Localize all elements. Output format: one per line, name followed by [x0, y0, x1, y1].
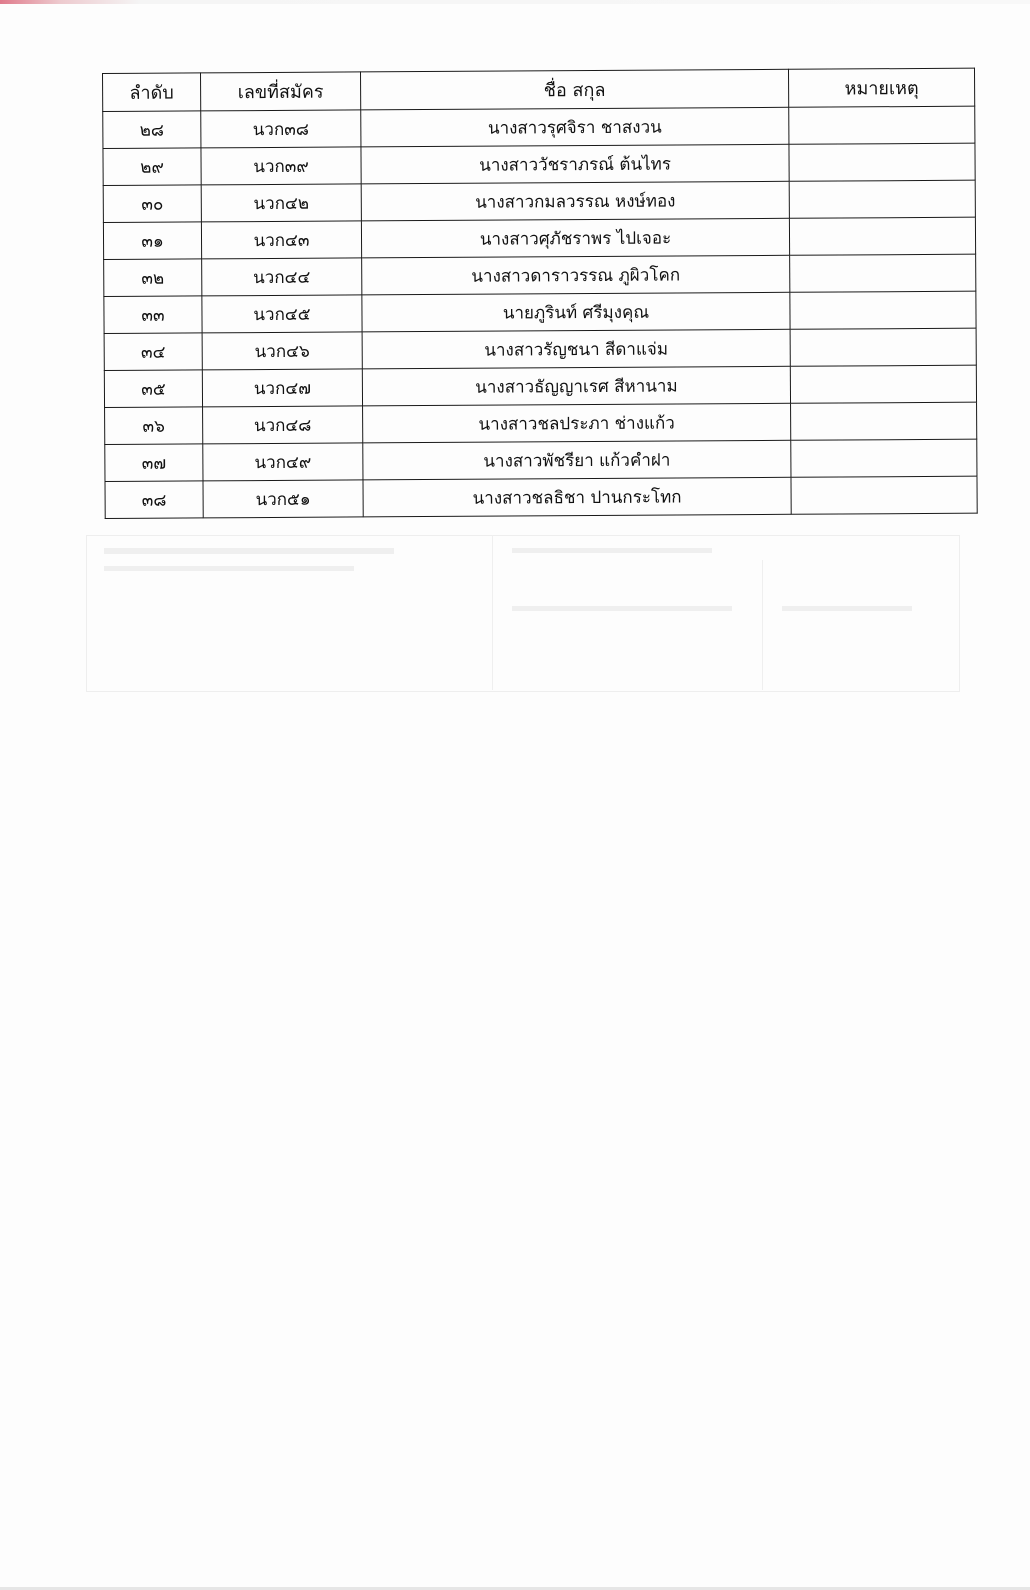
cell-application-no: นวก๔๓ — [201, 221, 361, 259]
bleed-through-mark — [104, 566, 354, 571]
cell-application-no: นวก๔๕ — [202, 295, 362, 333]
cell-remark — [789, 143, 975, 181]
cell-name: นางสาวพัชรียา แก้วคำฝา — [363, 440, 791, 480]
cell-name: นางสาวรุศจิรา ชาสงวน — [361, 107, 789, 147]
table-row — [103, 106, 975, 148]
cell-application-no: นวก๔๒ — [201, 184, 361, 222]
cell-name: นายภูรินท์ ศรีมุงคุณ — [362, 292, 790, 332]
cell-remark — [789, 217, 975, 255]
cell-order: ๓๐ — [103, 185, 201, 223]
table-row — [104, 365, 976, 407]
cell-name: นางสาววัชราภรณ์ ต้นไทร — [361, 144, 789, 184]
bleed-through-mark — [104, 548, 394, 554]
cell-name: นางสาวกมลวรรณ หงษ์ทอง — [361, 181, 789, 221]
header-remark: หมายเหตุ — [788, 68, 974, 107]
cell-remark — [790, 254, 976, 292]
table-row — [105, 402, 977, 444]
cell-order: ๒๙ — [103, 148, 201, 186]
cell-order: ๓๘ — [105, 481, 203, 519]
cell-remark — [791, 402, 977, 440]
cell-order: ๓๓ — [104, 296, 202, 334]
cell-application-no: นวก๔๘ — [203, 406, 363, 444]
cell-name: นางสาวศุภัชราพร ไปเจอะ — [361, 218, 789, 258]
table-row — [105, 439, 977, 481]
bleed-through-mark — [512, 606, 732, 611]
bleed-through-box — [86, 535, 960, 692]
cell-name: นางสาวชลธิชา ปานกระโทก — [363, 477, 791, 517]
cell-remark — [790, 328, 976, 366]
cell-application-no: นวก๔๙ — [203, 443, 363, 481]
table-row — [104, 254, 976, 296]
table-row — [103, 143, 975, 185]
cell-application-no: นวก๔๖ — [202, 332, 362, 370]
cell-remark — [791, 476, 977, 514]
bleed-through-mark — [782, 606, 912, 611]
table-row — [105, 476, 977, 518]
cell-remark — [790, 291, 976, 329]
cell-application-no: นวก๔๗ — [202, 369, 362, 407]
cell-name: นางสาวชลประภา ช่างแก้ว — [363, 403, 791, 443]
scan-top-edge — [0, 0, 1030, 4]
cell-order: ๓๗ — [105, 444, 203, 482]
cell-name: นางสาวรัญชนา สีดาแจ่ม — [362, 329, 790, 369]
table-row — [103, 180, 975, 222]
cell-remark — [790, 365, 976, 403]
cell-remark — [789, 106, 975, 144]
table-row — [104, 291, 976, 333]
table-header-row — [103, 68, 975, 111]
header-name: ชื่อ สกุล — [360, 69, 788, 110]
cell-remark — [791, 439, 977, 477]
bleed-through-divider — [762, 560, 763, 690]
bleed-through-divider — [492, 535, 493, 690]
cell-application-no: นวก๓๙ — [201, 147, 361, 185]
cell-order: ๓๖ — [105, 407, 203, 445]
header-application-no: เลขที่สมัคร — [201, 72, 361, 111]
bleed-through-mark — [512, 548, 712, 553]
cell-order: ๓๒ — [104, 259, 202, 297]
table-row — [104, 328, 976, 370]
cell-name: นางสาวดาราวรรณ ภูผิวโคก — [362, 255, 790, 295]
cell-order: ๒๘ — [103, 111, 201, 149]
cell-order: ๓๕ — [104, 370, 202, 408]
cell-application-no: นวก๔๔ — [202, 258, 362, 296]
cell-order: ๓๑ — [103, 222, 201, 260]
cell-application-no: นวก๕๑ — [203, 480, 363, 518]
cell-remark — [789, 180, 975, 218]
cell-name: นางสาวธัญญาเรศ สีหานาม — [362, 366, 790, 406]
candidate-table — [102, 68, 978, 519]
header-order: ลำดับ — [103, 73, 201, 112]
cell-order: ๓๔ — [104, 333, 202, 371]
cell-application-no: นวก๓๘ — [201, 110, 361, 148]
table-row — [103, 217, 975, 259]
